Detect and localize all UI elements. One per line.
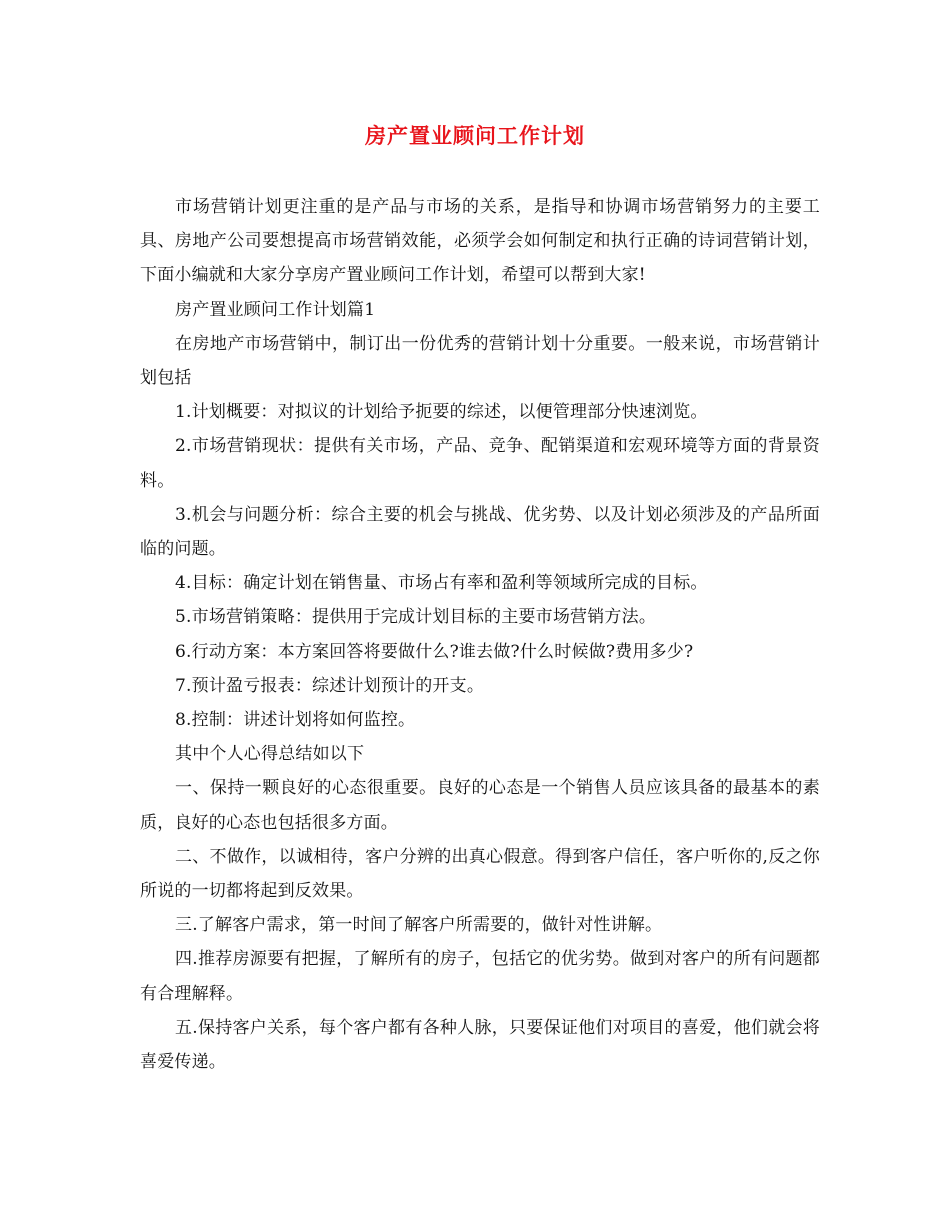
document-title: 房产置业顾问工作计划 <box>365 123 585 148</box>
list-item: 5.市场营销策略：提供用于完成计划目标的主要市场营销方法。 <box>175 607 657 628</box>
list-item: 8.控制：讲述计划将如何监控。 <box>175 710 416 731</box>
list-item: 三.了解客户需求，第一时间了解客户所需要的，做针对性讲解。 <box>175 915 663 936</box>
paragraph-intro: 市场营销计划更注重的是产品与市场的关系，是指导和协调市场营销努力的主要工具、房地产公司要想提高市场营销效能，必须学会如何制定和执行正确的诗词营销计划，下面小编就和大家分享房产置业顾问工作计划，希望可以帮到大家! <box>140 197 820 286</box>
paragraph: 其中个人心得总结如以下 <box>175 744 365 765</box>
document-body <box>140 190 820 1079</box>
list-item: 一、保持一颗良好的心态很重要。良好的心态是一个销售人员应该具备的最基本的素质，良好的心态也包括很多方面。 <box>140 778 820 833</box>
paragraph: 在房地产市场营销中，制订出一份优秀的营销计划十分重要。一般来说，市场营销计划包括 <box>140 333 820 389</box>
list-item: 2.市场营销现状：提供有关市场，产品、竞争、配销渠道和宏观环境等方面的背景资料。 <box>140 436 820 491</box>
list-item: 4.目标：确定计划在销售量、市场占有率和盈利等领域所完成的目标。 <box>175 573 708 594</box>
list-item: 四.推荐房源要有把握，了解所有的房子，包括它的优劣势。做到对客户的所有问题都有合理解释。 <box>140 949 820 1004</box>
list-item: 五.保持客户关系，每个客户都有各种人脉，只要保证他们对项目的喜爱，他们就会将喜爱传递。 <box>140 1017 820 1073</box>
list-item: 二、不做作，以诚相待，客户分辨的出真心假意。得到客户信任，客户听你的,反之你所说的一切都将起到反效果。 <box>140 846 820 902</box>
section-heading: 房产置业顾问工作计划篇1 <box>175 299 376 320</box>
list-item: 6.行动方案：本方案回答将要做什么?谁去做?什么时候做?费用多少? <box>175 641 694 662</box>
list-item: 7.预计盈亏报表：综述计划预计的开支。 <box>175 675 485 696</box>
list-item: 1.计划概要：对拟议的计划给予扼要的综述，以便管理部分快速浏览。 <box>175 402 708 423</box>
list-item: 3.机会与问题分析：综合主要的机会与挑战、优劣势、以及计划必须涉及的产品所面临的问题。 <box>140 504 820 560</box>
